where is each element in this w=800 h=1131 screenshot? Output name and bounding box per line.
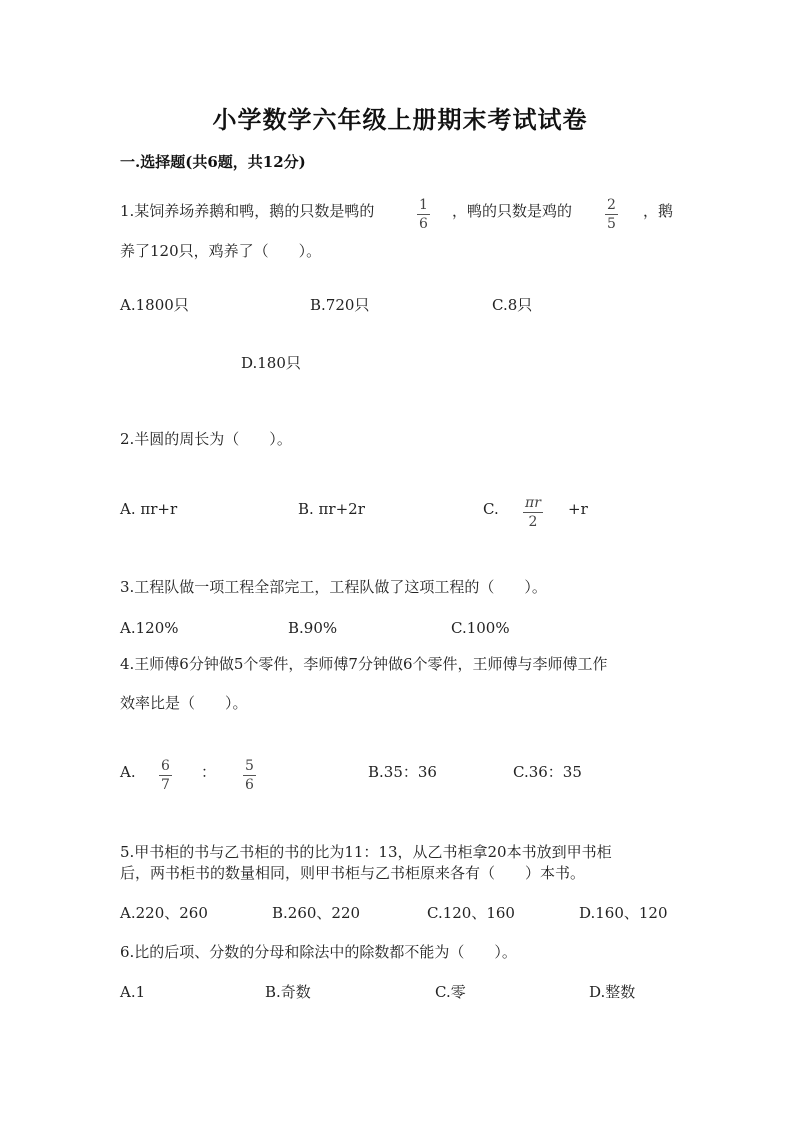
question-3-option-c[interactable]: C.100%	[451, 619, 510, 637]
question-1-option-c[interactable]: C.8只	[492, 296, 533, 314]
question-5-option-b[interactable]: B.260、220	[272, 904, 361, 922]
fraction-denominator: 6	[419, 216, 428, 232]
fraction-numerator: 5	[245, 758, 254, 774]
question-1-fraction-2	[605, 198, 618, 231]
section-heading: 一.选择题(共6题，共12分)	[120, 153, 306, 171]
question-2-option-c-label[interactable]: C.	[483, 500, 499, 518]
question-1-fraction-1	[417, 198, 430, 231]
question-1-option-b[interactable]: B.720只	[310, 296, 370, 314]
question-6-option-d[interactable]: D.整数	[589, 983, 636, 1001]
question-4-option-a-label[interactable]: A.	[120, 763, 136, 781]
question-3-option-a[interactable]: A.120%	[120, 619, 179, 637]
fraction-numerator: πr	[525, 495, 541, 511]
question-5-text-line1: 5.甲书柜的书与乙书柜的书的比为11：13，从乙书柜拿20本书放到甲书柜	[120, 843, 612, 861]
question-5-text-line2: 后，两书柜书的数量相同，则甲书柜与乙书柜原来各有（ ）本书。	[120, 864, 586, 882]
question-2-option-a[interactable]: A. πr+r	[120, 500, 178, 518]
question-1-option-d[interactable]: D.180只	[241, 354, 301, 372]
question-4-option-a-fraction-1	[159, 759, 172, 792]
question-1-text-part1: 1.某饲养场养鹅和鸭，鹅的只数是鸭的	[120, 202, 375, 220]
question-4-text-line1: 4.王师傅6分钟做5个零件，李师傅7分钟做6个零件，王师傅与李师傅工作	[120, 655, 608, 673]
question-2-option-b[interactable]: B. πr+2r	[298, 500, 365, 518]
fraction-numerator: 6	[161, 758, 170, 774]
fraction-denominator: 5	[607, 216, 616, 232]
fraction-numerator: 2	[607, 197, 616, 213]
question-6-option-a[interactable]: A.1	[120, 983, 146, 1001]
question-2-option-c-tail: +r	[568, 500, 588, 518]
fraction-denominator: 7	[161, 777, 170, 793]
question-5-option-d[interactable]: D.160、120	[579, 904, 668, 922]
question-2-option-c-fraction	[523, 496, 543, 529]
question-3-text: 3.工程队做一项工程全部完工，工程队做了这项工程的（ ）。	[120, 578, 547, 596]
fraction-numerator: 1	[419, 197, 428, 213]
question-3-option-b[interactable]: B.90%	[288, 619, 338, 637]
question-4-text-line2: 效率比是（ ）。	[120, 694, 248, 712]
fraction-denominator: 6	[245, 777, 254, 793]
question-2-text: 2.半圆的周长为（ ）。	[120, 430, 292, 448]
question-1-text-part3: ，鹅	[643, 202, 674, 220]
question-1-option-a[interactable]: A.1800只	[120, 296, 189, 314]
question-4-option-c[interactable]: C.36：35	[513, 763, 582, 781]
question-1-text-part2: ，鸭的只数是鸡的	[452, 202, 573, 220]
question-6-text: 6.比的后项、分数的分母和除法中的除数都不能为（ ）。	[120, 943, 517, 961]
question-6-option-b[interactable]: B.奇数	[265, 983, 311, 1001]
question-4-option-a-separator: ：	[201, 763, 217, 781]
question-5-option-a[interactable]: A.220、260	[120, 904, 208, 922]
page-title: 小学数学六年级上册期末考试试卷	[212, 105, 588, 134]
question-1-text-line2: 养了120只，鸡养了（ ）。	[120, 242, 322, 260]
question-6-option-c[interactable]: C.零	[435, 983, 466, 1001]
fraction-denominator: 2	[528, 514, 538, 530]
question-4-option-b[interactable]: B.35：36	[368, 763, 437, 781]
question-4-option-a-fraction-2	[243, 759, 256, 792]
question-5-option-c[interactable]: C.120、160	[427, 904, 515, 922]
